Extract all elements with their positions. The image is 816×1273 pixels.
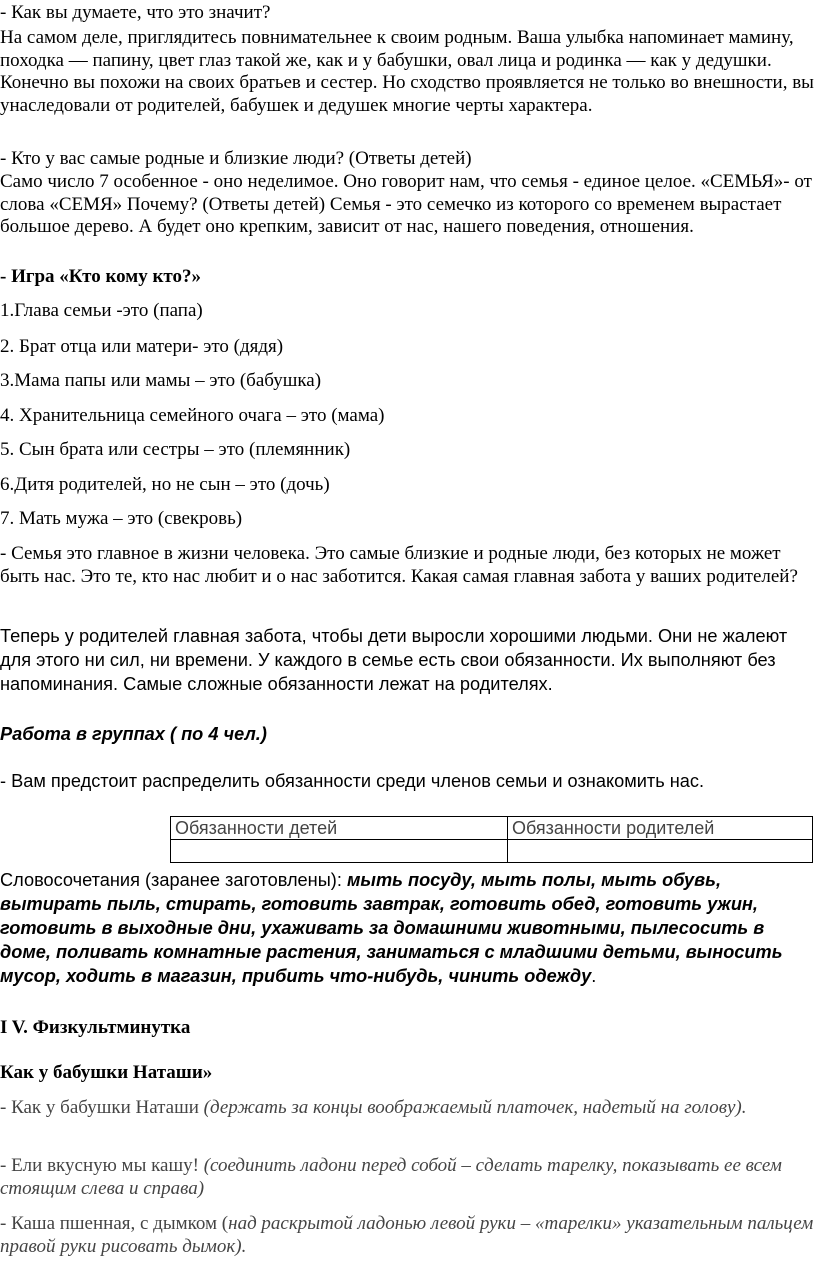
header-parents-duties: Обязанности родителей [508, 817, 813, 840]
exercise-line-note: (держать за концы воображаемый платочек, надетый на голову). [203, 1097, 747, 1118]
phrases-list: мыть посуду, мыть полы, мыть обувь, вытирать пыль, стирать, готовить завтрак, готовить обед, готовить ужин, готовить в выходные дни, ухаживать за домашними животными, пылесосить в доме, поливать комнатные растения, заниматься с младшими детьми, выносить мусор, ходить в магазин, прибить что-нибудь, чинить одежду [0, 870, 783, 986]
exercise-line [0, 1097, 814, 1120]
paragraph-number-seven: Само число 7 особенное - оно неделимое. Оно говорит нам, что семья - единое целое. «СЕМЬЯ»- от слова «СЕМЯ» Почему? (Ответы детей) Семья - это семечко из которого со временем вырастает большое дерево. А будет оно крепким, зависит от нас, нашего поведения, отношения. [0, 171, 812, 238]
phrases-paragraph [0, 868, 790, 988]
header-children-duties: Обязанности детей [171, 817, 508, 840]
exercise-line-text: - Каша пшенная, с дымком ( [0, 1213, 229, 1234]
game-heading [0, 266, 814, 289]
game-item: 3.Мама папы или мамы – это (бабушка) [0, 370, 322, 391]
exercise-line-text: - Ели вкусную мы кашу! [0, 1155, 204, 1176]
phrases-end: . [591, 966, 597, 986]
table-cell-empty[interactable] [171, 840, 508, 863]
exercise-line [0, 1213, 814, 1258]
group-task: - Вам предстоит распределить обязанности среди членов семьи и ознакомить нас. [0, 771, 705, 791]
table-cell-empty[interactable] [508, 840, 813, 863]
exercise-line-note: (соединить ладони перед собой – сделать тарелку, показывать ее всем стоящим слева и справа) [0, 1155, 782, 1199]
phrases-label: Словосочетания (заранее заготовлены): [0, 870, 347, 890]
duties-table [170, 816, 813, 863]
table-header-row [171, 817, 813, 840]
game-item: 7. Мать мужа – это (свекровь) [0, 508, 243, 529]
section-heading: I V. Физкультминутка [0, 1017, 191, 1038]
game-item: 2. Брат отца или матери- это (дядя) [0, 336, 284, 357]
section-subheading: Как у бабушки Наташи» [0, 1062, 213, 1083]
game-item: 4. Хранительница семейного очага – это (мама) [0, 405, 385, 426]
game-heading-dash: - [0, 266, 12, 287]
table-row [171, 840, 813, 863]
exercise-line [0, 1155, 814, 1200]
paragraph-resemblance: На самом деле, приглядитесь повнимательнее к своим родным. Ваша улыбка напоминает мамину, походка — папину, цвет глаз такой же, как и у бабушки, овал лица и родинка — как у дедушки. Конечно вы похожи на своих братьев и сестер. Но сходство проявляется не только во внешности, вы унаследовали от родителей, бабушек и дедушек многие черты характера. [0, 27, 814, 116]
question-closest-people: - Кто у вас самые родные и близкие люди? (Ответы детей) [0, 148, 472, 169]
paragraph-parents-care: Теперь у родителей главная забота, чтобы дети выросли хорошими людьми. Они не жалеют для этого ни сил, ни времени. У каждого в семье есть свои обязанности. Их выполняют без напоминания. Самые сложные обязанности лежат на родителях. [0, 626, 788, 694]
paragraph-family-importance: - Семья это главное в жизни человека. Это самые близкие и родные люди, без которых не может быть нас. Это те, кто нас любит и о нас заботится. Какая самая главная забота у ваших родителей? [0, 543, 798, 587]
group-work-heading: Работа в группах ( по 4 чел.) [0, 724, 267, 744]
game-item: 5. Сын брата или сестры – это (племянник) [0, 439, 351, 460]
exercise-line-text: - Как у бабушки Наташи [0, 1097, 204, 1118]
game-item: 6.Дитя родителей, но не сын – это (дочь) [0, 474, 330, 495]
game-item: 1.Глава семьи -это (папа) [0, 300, 203, 321]
question-meaning: - Как вы думаете, что это значит? [0, 2, 271, 23]
exercise-line-note: над раскрытой ладонью левой руки – «тарелки» указательным пальцем правой руки рисовать дымок). [0, 1213, 814, 1257]
game-title: Игра «Кто кому кто?» [11, 266, 201, 287]
